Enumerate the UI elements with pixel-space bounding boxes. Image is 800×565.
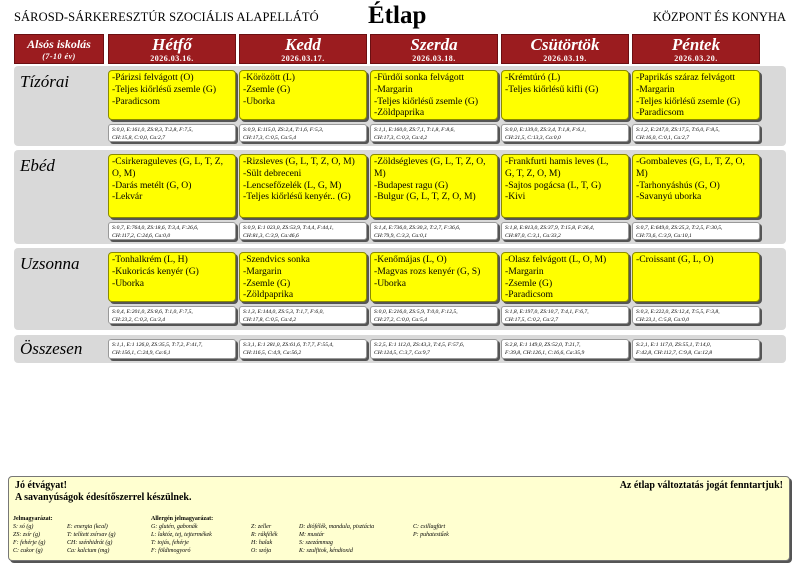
nutrition-line: CH:79,9, C:3,3, Ca:0,1 <box>374 233 427 239</box>
menu-item: -Frankfurti hamis leves (L, <box>505 156 609 167</box>
nutrition-line: S:1,1, E:1 126,0, ZS:35,5, T:7,2, F:41,7, <box>112 342 203 348</box>
legend-entry: CH: szénhidrát (g) <box>67 540 113 546</box>
nutrition-line: S:0,0, E:216,0, ZS:5,9, T:0,0, F:12,5, <box>374 309 458 315</box>
menu-item: -Párizsi felvágott (O) <box>112 72 194 83</box>
menu-item: -Körözött (L) <box>243 72 295 83</box>
nutrition-line: S:0,3, E:222,0, ZS:12,4, T:5,5, F:3,8, <box>636 309 720 315</box>
legend-column <box>251 523 277 555</box>
legend-title: Jelmagyarázat: <box>13 516 53 522</box>
nutrition-line: S:0,9, E:115,0, ZS:2,4, T:1,6, F:5,3, <box>243 127 324 133</box>
menu-item: -Sült debreceni <box>243 167 302 179</box>
page-title: Étlap <box>368 2 427 29</box>
nutrition-line: CH:124,5, C:3,7, Ca:9,7 <box>374 350 430 356</box>
menu-item: -Zsemle (G) <box>243 277 291 289</box>
greeting-text: Jó étvágyat! <box>15 480 67 491</box>
nutrition-line: CH:117,2, C:24,6, Ca:0,0 <box>112 233 171 239</box>
nutrition-line: CH:23,2, C:0,3, Ca:3,4 <box>112 317 165 323</box>
nutrition-info <box>239 306 367 324</box>
menu-item: -Kenőmájas (L, O) <box>374 254 447 265</box>
menu-cell-thursday <box>501 70 629 120</box>
nutrition-info <box>108 306 236 324</box>
nutrition-info <box>501 306 629 324</box>
legend-column <box>413 523 449 539</box>
legend-column <box>13 523 45 555</box>
nutrition-line: CH:23,1, C:5,8, Ca:0,0 <box>636 317 689 323</box>
day-header-friday <box>632 34 760 64</box>
nutrition-info <box>370 222 498 240</box>
menu-item: -Savanyú uborka <box>636 191 702 203</box>
menu-item: -Teljes kiőrlésű zsemle (G) <box>112 83 217 95</box>
day-name: Péntek <box>671 35 721 54</box>
legend-entry: C: cukor (g) <box>13 548 43 554</box>
legend-entry: Ca: kalcium (mg) <box>67 548 110 554</box>
menu-item: -Margarin <box>505 265 544 277</box>
nutrition-line: S:2,5, E:1 112,0, ZS:43,3, T:4,5, F:57,6, <box>374 342 465 348</box>
total-nutrition-friday <box>632 339 760 359</box>
menu-cell-monday <box>108 70 236 120</box>
menu-item: -Teljes kiőrlésű zsemle (G) <box>636 95 741 107</box>
age-group-range: (7-10 év) <box>42 52 76 61</box>
menu-item: -Zöldpaprika <box>243 289 294 301</box>
legend-entry: ZS: zsír (g) <box>13 532 41 538</box>
meal-label: Tízórai <box>20 72 70 91</box>
legend-entry: K: szulfitok, kéndioxid <box>299 548 353 554</box>
menu-cell-friday <box>632 70 760 120</box>
menu-cell-friday <box>632 154 760 218</box>
nutrition-line: CH:73,6, C:3,9, Ca:10,1 <box>636 233 692 239</box>
menu-item: -Zöldpaprika <box>374 107 425 119</box>
legend-entry: R: rákfélék <box>251 532 278 538</box>
menu-item: -Zsemle (G) <box>243 83 291 95</box>
sweetener-note: A savanyúságok édesítőszerrel készülnek. <box>15 492 192 503</box>
day-header-thursday <box>501 34 629 64</box>
nutrition-line: CH:17,5, C:0,2, Ca:2,7 <box>505 317 558 323</box>
day-name: Kedd <box>285 35 321 54</box>
nutrition-line: S:1,3, E:144,0, ZS:5,3, T:1,7, F:6,0, <box>243 309 324 315</box>
day-header-monday <box>108 34 236 64</box>
legend-entry: O: szója <box>251 548 272 554</box>
menu-item: M) <box>636 167 648 179</box>
legend-entry: F: fehérje (g) <box>13 540 46 546</box>
legend-entry: M: mustár <box>299 532 325 538</box>
nutrition-line: S:0,7, E:649,0, ZS:25,3, T:2,5, F:30,5, <box>636 225 723 231</box>
legend-entry: E: energia (kcal) <box>67 524 108 530</box>
menu-item: -Paradicsom <box>505 289 553 301</box>
nutrition-line: S:0,0, E:139,0, ZS:3,4, T:1,8, F:6,1, <box>505 127 586 133</box>
menu-cell-tuesday <box>239 252 367 302</box>
menu-item: -Teljes kiőrlésű kifli (G) <box>505 83 599 95</box>
day-header-wednesday <box>370 34 498 64</box>
nutrition-info <box>108 222 236 240</box>
organization-name: SÁROSD-SÁRKERESZTÚR SZOCIÁLIS ALAPELLÁTÓ <box>14 10 319 24</box>
nutrition-info <box>632 222 760 240</box>
nutrition-line: S:2,8, E:1 149,0, ZS:52,0, T:21,7, <box>505 342 581 348</box>
nutrition-info <box>632 306 760 324</box>
menu-item: -Olasz felvágott (L, O, M) <box>505 254 607 265</box>
menu-item: -Margarin <box>243 265 282 277</box>
nutrition-line: CH:156,1, C:24,9, Ca:6,1 <box>112 350 171 356</box>
nutrition-line: S:0,0, E:161,0, ZS:8,3, T:2,8, F:7,5, <box>112 127 193 133</box>
legend-entry: Z: zeller <box>251 524 272 530</box>
menu-item: -Zsemle (G) <box>505 277 553 289</box>
nutrition-info <box>501 222 629 240</box>
nutrition-line: S:0,7, E:764,0, ZS:18,6, T:3,4, F:26,6, <box>112 225 199 231</box>
nutrition-line: F:39,8, CH:126,1, C:16,6, Ca:35,9 <box>505 350 585 356</box>
legend-entry: C: csillagfürt <box>413 524 446 530</box>
meal-label: Uzsonna <box>20 254 80 273</box>
menu-cell-tuesday <box>239 70 367 120</box>
nutrition-line: CH:87,0, C:3,1, Ca:33,2 <box>505 233 561 239</box>
allergen-legend-title: Allergén jelmagyarázat: <box>151 516 214 522</box>
total-label: Összesen <box>20 339 83 358</box>
total-nutrition-tuesday <box>239 339 367 359</box>
legend-column <box>67 523 116 555</box>
age-group-name: Alsós iskolás <box>27 37 91 51</box>
menu-item: M) <box>374 167 386 179</box>
kitchen-name: KÖZPONT ÉS KONYHA <box>652 10 786 24</box>
legend-column <box>299 523 374 555</box>
nutrition-line: CH:17,8, C:0,5, Ca:4,2 <box>243 317 296 323</box>
footer-panel <box>8 476 790 561</box>
menu-item: -Margarin <box>374 83 413 95</box>
nutrition-line: S:0,9, E:1 023,0, ZS:53,9, T:4,4, F:44,1, <box>243 225 334 231</box>
menu-item: -Kukoricás kenyér (G) <box>112 265 199 277</box>
nutrition-line: S:1,1, E:160,0, ZS:7,1, T:1,8, F:8,6, <box>374 127 455 133</box>
menu-item: -Lekvár <box>112 191 143 203</box>
menu-item: -Magvas rozs kenyér (G, S) <box>374 265 481 277</box>
day-date: 2026.03.17. <box>281 54 325 63</box>
legend-entry: T: tojás, fehérje <box>151 540 189 546</box>
legend-entry: D: diófélék, mandula, pisztácia <box>299 524 375 530</box>
nutrition-info <box>632 124 760 142</box>
nutrition-info <box>239 124 367 142</box>
day-name: Csütörtök <box>530 35 600 54</box>
menu-item: -Uborka <box>374 277 406 289</box>
menu-item: -Uborka <box>112 277 144 289</box>
menu-item: -Uborka <box>243 95 275 107</box>
nutrition-line: CH:15,8, C:0,0, Ca:2,7 <box>112 135 165 141</box>
menu-item: -Bulgur (G, L, T, Z, O, M) <box>374 191 476 203</box>
legend-entry: S: só (g) <box>13 524 34 530</box>
nutrition-line: S:1,8, E:813,0, ZS:37,9, T:15,8, F:26,4, <box>505 225 595 231</box>
age-group-header <box>14 34 104 64</box>
total-nutrition-wednesday <box>370 339 498 359</box>
nutrition-line: F:42,8, CH:112,7, C:9,8, Ca:12,8 <box>636 350 713 356</box>
legend-entry: F: földimogyoró <box>151 548 191 554</box>
nutrition-line: S:1,4, E:736,0, ZS:30,3, T:2,7, F:36,6, <box>374 225 461 231</box>
legend-entry: P: puhatestűek <box>413 532 449 538</box>
menu-cell-wednesday <box>370 252 498 302</box>
nutrition-info <box>108 124 236 142</box>
total-nutrition-monday <box>108 339 236 359</box>
menu-item: -Lencsefőzelék (L, G, M) <box>243 179 342 191</box>
menu-item: -Fürdői sonka felvágott <box>374 72 465 83</box>
menu-item: -Teljes kiőrlésű zsemle (G) <box>374 95 479 107</box>
nutrition-line: CH:21,5, C:13,3, Ca:0,0 <box>505 135 561 141</box>
menu-cell-tuesday <box>239 154 367 218</box>
menu-item: -Tonhalkrém (L, H) <box>112 254 188 265</box>
menu-item: -Paradicsom <box>636 107 684 119</box>
nutrition-line: CH:81,3, C:3,9, Ca:46,6 <box>243 233 299 239</box>
meal-label: Ebéd <box>20 156 55 175</box>
total-nutrition-thursday <box>501 339 629 359</box>
menu-item: -Budapest ragu (G) <box>374 179 449 191</box>
nutrition-info <box>501 124 629 142</box>
rights-note: Az étlap változtatás jogát fenntartjuk! <box>619 480 783 491</box>
menu-item: -Croissant (G, L, O) <box>636 254 714 265</box>
nutrition-info <box>370 306 498 324</box>
menu-cell-wednesday <box>370 154 498 218</box>
menu-item: -Zöldségleves (G, L, T, Z, O, <box>374 156 486 167</box>
day-date: 2026.03.18. <box>412 54 456 63</box>
nutrition-info <box>239 222 367 240</box>
nutrition-line: CH:17,3, C:0,5, Ca:5,4 <box>243 135 296 141</box>
menu-item: -Tarhonyáshús (G, O) <box>636 179 720 191</box>
menu-cell-thursday <box>501 252 629 302</box>
nutrition-line: CH:16,0, C:0,1, Ca:2,7 <box>636 135 689 141</box>
menu-item: -Darás metélt (G, O) <box>112 179 192 191</box>
menu-item: -Teljes kiőrlésű kenyér.. (G) <box>243 191 351 203</box>
nutrition-line: CH:27,2, C:0,0, Ca:5,4 <box>374 317 427 323</box>
day-header-tuesday <box>239 34 367 64</box>
menu-item: -Sajtos pogácsa (L, T, G) <box>505 179 602 191</box>
legend-entry: L: laktóz, tej, tejtermékek <box>151 532 212 538</box>
menu-item: G, T, Z, O, M) <box>505 167 561 179</box>
nutrition-line: S:0,4, E:201,0, ZS:8,6, T:1,0, F:7,5, <box>112 309 193 315</box>
menu-cell-friday <box>632 252 760 302</box>
menu-item: -Paprikás száraz felvágott <box>636 72 736 83</box>
menu-item: -Gombaleves (G, L, T, Z, O, <box>636 156 745 167</box>
menu-cell-monday <box>108 252 236 302</box>
nutrition-line: CH:17,3, C:0,3, Ca:4,2 <box>374 135 427 141</box>
legend-entry: G: glutén, gabonák <box>151 524 198 530</box>
menu-cell-monday <box>108 154 236 218</box>
menu-item: O, M) <box>112 167 136 179</box>
menu-cell-thursday <box>501 154 629 218</box>
nutrition-line: S:2,1, E:1 117,0, ZS:55,1, T:14,0, <box>636 342 712 348</box>
day-name: Hétfő <box>152 35 192 54</box>
day-name: Szerda <box>410 35 458 54</box>
legend-entry: H: halak <box>251 540 273 546</box>
day-date: 2026.03.19. <box>543 54 587 63</box>
menu-item: -Margarin <box>636 83 675 95</box>
menu-item: -Krémtúró (L) <box>505 72 561 83</box>
day-date: 2026.03.16. <box>150 54 194 63</box>
legend-entry: S: szezámmag <box>299 540 333 546</box>
legend-entry: T: telített zsírsav (g) <box>67 532 116 538</box>
menu-item: -Szendvics sonka <box>243 254 310 265</box>
menu-item: -Csirkeraguleves (G, L, T, Z, <box>112 156 224 167</box>
menu-item: -Rizsleves (G, L, T, Z, O, M) <box>243 156 355 167</box>
legend-column <box>151 523 212 555</box>
menu-item: -Kivi <box>505 191 526 203</box>
nutrition-line: S:1,2, E:247,0, ZS:17,5, T:6,0, F:8,5, <box>636 127 720 133</box>
page-header <box>0 0 800 34</box>
nutrition-line: CH:116,5, C:4,9, Ca:56,2 <box>243 350 302 356</box>
nutrition-info <box>370 124 498 142</box>
menu-cell-wednesday <box>370 70 498 120</box>
nutrition-line: S:3,1, E:1 281,0, ZS:61,6, T:7,7, F:55,4, <box>243 342 334 348</box>
day-date: 2026.03.20. <box>674 54 718 63</box>
nutrition-line: S:1,8, E:197,0, ZS:10,7, T:4,1, F:6,7, <box>505 309 589 315</box>
menu-item: -Paradicsom <box>112 95 160 107</box>
